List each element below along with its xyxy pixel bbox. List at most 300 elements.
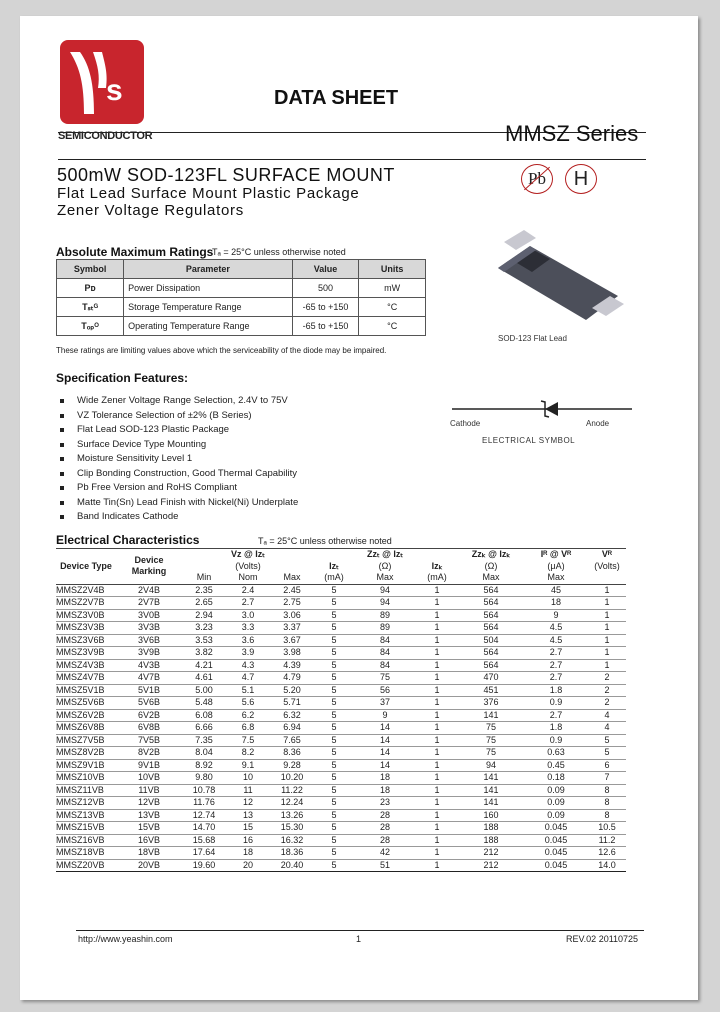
cell-vz-max: 3.98 [270,647,314,660]
cell-vr: 8 [588,797,626,810]
cell-device-type: MMSZ3V6B [56,634,116,647]
cell-device-marking: 3V3B [116,622,182,635]
product-title: 500mW SOD-123FL SURFACE MOUNT [57,165,395,185]
cell-vz-max: 12.24 [270,797,314,810]
table-row [56,609,626,622]
cell-vz-min: 8.04 [182,747,226,760]
cell-zzt-max: 84 [354,647,416,660]
cell-vz-nom: 8.2 [226,747,270,760]
cell-vz-nom: 2.7 [226,597,270,610]
cell-vr: 2 [588,697,626,710]
cell-izt: 5 [314,772,354,785]
cell-izk: 1 [416,584,458,597]
cell-device-type: MMSZ11VB [56,784,116,797]
cell-vz-nom: 3.6 [226,634,270,647]
table-row [56,659,626,672]
cell-device-marking: 9V1B [116,759,182,772]
cell-zzk-max: 75 [458,747,524,760]
cell-izk: 1 [416,722,458,735]
cell-izt: 5 [314,609,354,622]
cell-izt: 5 [314,847,354,860]
footer-url: http://www.yeashin.com [78,934,173,944]
cell-izt: 5 [314,697,354,710]
cell-device-marking: 6V2B [116,709,182,722]
cell-zzt-max: 28 [354,822,416,835]
features-title: Specification Features: [56,371,189,385]
cell-ir-max: 0.09 [524,809,588,822]
cell-device-type: MMSZ3V3B [56,622,116,635]
anode-label: Anode [586,419,610,428]
cell-vz-min: 8.92 [182,759,226,772]
amr-header-symbol: Symbol [57,260,124,279]
list-item: VZ Tolerance Selection of ±2% (B Series) [60,409,298,424]
amr-header-value: Value [292,260,359,279]
cell-device-type: MMSZ16VB [56,834,116,847]
cell-vr: 1 [588,647,626,660]
series-rule [58,159,646,160]
cell-izt: 5 [314,809,354,822]
cell-ir-max: 0.45 [524,759,588,772]
footer-revision: REV.02 20110725 [566,934,639,944]
cell-vz-nom: 18 [226,847,270,860]
cell-vz-nom: 2.4 [226,584,270,597]
cell-izt: 5 [314,859,354,872]
amr-condition: Tₐ = 25°C unless otherwise noted [212,247,346,257]
cell-ir-max: 0.09 [524,784,588,797]
cell-vz-max: 6.94 [270,722,314,735]
cell-izt: 5 [314,584,354,597]
header-vz-unit: (Volts) [235,560,261,571]
cell-ir-max: 0.9 [524,734,588,747]
header-ir-max: Max [547,572,565,583]
cell-izk: 1 [416,697,458,710]
cell-zzk-max: 376 [458,697,524,710]
cell-device-marking: 5V1B [116,684,182,697]
cell-vz-max: 2.45 [270,584,314,597]
footer-page-number: 1 [356,934,362,944]
cell-device-marking: 4V3B [116,659,182,672]
cell-zzt-max: 89 [354,609,416,622]
cell-ir-max: 0.9 [524,697,588,710]
amr-header-parameter: Parameter [124,260,293,279]
cell-ir-max: 45 [524,584,588,597]
cell-vz-min: 2.94 [182,609,226,622]
cell-zzk-max: 564 [458,659,524,672]
cell-vr: 7 [588,772,626,785]
cell-zzt-max: 89 [354,622,416,635]
header-zzk-max: Max [482,572,500,583]
cell-device-type: MMSZ7V5B [56,734,116,747]
cell-zzk-max: 94 [458,759,524,772]
header-min: Min [196,572,212,583]
product-subtitle: Flat Lead Surface Mount Plastic Package [57,185,360,202]
header-vr: Vᴿ [588,549,626,561]
cell-device-marking: 8V2B [116,747,182,760]
cell-vz-min: 4.61 [182,672,226,685]
cell-vz-nom: 7.5 [226,734,270,747]
cell-vz-nom: 13 [226,809,270,822]
cell-device-type: MMSZ13VB [56,809,116,822]
cell-vz-min: 7.35 [182,734,226,747]
header-zzt: Zᴢₜ @ Iᴢₜ [354,549,416,561]
cell-vz-nom: 3.3 [226,622,270,635]
cell-izk: 1 [416,647,458,660]
cell-izt: 5 [314,659,354,672]
cell-izt: 5 [314,734,354,747]
cell-zzk-max: 188 [458,822,524,835]
ec-condition: Tₐ = 25°C unless otherwise noted [258,536,392,546]
cell-zzt-max: 94 [354,584,416,597]
features-list [60,394,298,525]
cell-vr: 5 [588,734,626,747]
cell-izk: 1 [416,797,458,810]
cell-zzt-max: 9 [354,709,416,722]
cell-izk: 1 [416,784,458,797]
cell-vz-nom: 6.8 [226,722,270,735]
cell-zzt-max: 75 [354,672,416,685]
cell-device-marking: 11VB [116,784,182,797]
cell-device-marking: 18VB [116,847,182,860]
list-item: Wide Zener Voltage Range Selection, 2.4V to 75V [60,394,298,409]
amr-header-units: Units [359,260,426,279]
cell-vz-min: 6.66 [182,722,226,735]
header-device-marking: Device Marking [116,549,182,585]
cell-vz-min: 2.35 [182,584,226,597]
table-row [56,597,626,610]
cell-zzt-max: 28 [354,809,416,822]
cell-vz-nom: 16 [226,834,270,847]
cell-zzt-max: 14 [354,747,416,760]
cell-vr: 1 [588,622,626,635]
table-row [56,584,626,597]
cell-device-type: MMSZ5V1B [56,684,116,697]
company-logo [60,40,144,124]
cell-vz-nom: 20 [226,859,270,872]
cell-zzk-max: 564 [458,597,524,610]
header-zzt-unit: (Ω) [378,560,392,571]
cell-zzk-max: 160 [458,809,524,822]
cell-vr: 12.6 [588,847,626,860]
cell-zzk-max: 75 [458,722,524,735]
cell-device-type: MMSZ4V3B [56,659,116,672]
cell-ir-max: 0.18 [524,772,588,785]
cell-device-marking: 5V6B [116,697,182,710]
cell-device-marking: 13VB [116,809,182,822]
cell-zzt-max: 42 [354,847,416,860]
cell-vz-nom: 4.7 [226,672,270,685]
cell-ir-max: 18 [524,597,588,610]
header-nom: Nom [238,572,258,583]
cell-vr: 1 [588,659,626,672]
table-row [56,734,626,747]
series-name: MMSZ Series [505,121,639,146]
package-image [490,228,630,328]
cell-vz-min: 19.60 [182,859,226,872]
cell-device-marking: 20VB [116,859,182,872]
cell-vz-min: 9.80 [182,772,226,785]
cell-izk: 1 [416,834,458,847]
cell-vz-max: 8.36 [270,747,314,760]
header-vz: Vᴢ @ Iᴢₜ [182,549,314,561]
package-caption: SOD-123 Flat Lead [498,334,567,343]
cell-vz-min: 6.08 [182,709,226,722]
table-row [56,684,626,697]
cathode-label: Cathode [450,419,481,428]
cell-ir-max: 2.7 [524,709,588,722]
cell-zzk-max: 141 [458,709,524,722]
cell-vz-nom: 5.6 [226,697,270,710]
cell-izk: 1 [416,822,458,835]
cell-vz-nom: 11 [226,784,270,797]
cell-izk: 1 [416,859,458,872]
cell-izt: 5 [314,759,354,772]
cell-device-type: MMSZ10VB [56,772,116,785]
cell-izt: 5 [314,747,354,760]
cell-zzt-max: 14 [354,734,416,747]
table-row: Tₒₚᴼ Operating Temperature Range -65 to +150 °C [57,317,426,336]
cell-zzt-max: 37 [354,697,416,710]
table-row [56,647,626,660]
cell-vz-nom: 3.0 [226,609,270,622]
pb-free-icon: Pb [521,164,553,194]
cell-vz-min: 15.68 [182,834,226,847]
table-row: Tₛₜᴳ Storage Temperature Range -65 to +150 °C [57,298,426,317]
cell-device-marking: 6V8B [116,722,182,735]
cell-vr: 8 [588,784,626,797]
cell-device-marking: 15VB [116,822,182,835]
cell-vz-max: 5.71 [270,697,314,710]
electrical-table-body [56,584,626,872]
cell-ir-max: 0.045 [524,822,588,835]
svg-text:s: s [106,74,123,107]
product-subtitle-2: Zener Voltage Regulators [57,202,244,219]
cell-izk: 1 [416,709,458,722]
ys-logo-icon [60,40,144,124]
cell-vz-max: 4.79 [270,672,314,685]
cell-ir-max: 2.7 [524,647,588,660]
cell-izt: 5 [314,634,354,647]
cell-device-marking: 16VB [116,834,182,847]
cell-zzk-max: 75 [458,734,524,747]
header-izk-unit: (mA) [427,572,447,583]
cell-vz-min: 5.00 [182,684,226,697]
cell-vz-nom: 6.2 [226,709,270,722]
table-row [56,859,626,872]
cell-izk: 1 [416,659,458,672]
company-unit: SEMICONDUCTOR [58,130,153,142]
cell-zzk-max: 212 [458,847,524,860]
cell-izt: 5 [314,709,354,722]
cell-zzt-max: 56 [354,684,416,697]
cell-izk: 1 [416,759,458,772]
cell-device-marking: 4V7B [116,672,182,685]
cell-vz-max: 7.65 [270,734,314,747]
cell-device-marking: 3V9B [116,647,182,660]
cell-device-marking: 3V6B [116,634,182,647]
cell-vz-min: 4.21 [182,659,226,672]
cell-vz-max: 9.28 [270,759,314,772]
cell-zzt-max: 84 [354,659,416,672]
cell-device-type: MMSZ2V7B [56,597,116,610]
cell-vz-min: 17.64 [182,847,226,860]
cell-zzt-max: 51 [354,859,416,872]
cell-izk: 1 [416,622,458,635]
cell-zzk-max: 141 [458,772,524,785]
electrical-table [56,548,626,872]
cell-zzk-max: 141 [458,797,524,810]
cell-vr: 2 [588,684,626,697]
cell-vr: 4 [588,722,626,735]
cell-izk: 1 [416,847,458,860]
list-item: Pb Free Version and RoHS Compliant [60,481,298,496]
cell-izt: 5 [314,834,354,847]
cell-device-type: MMSZ9V1B [56,759,116,772]
cell-ir-max: 4.5 [524,634,588,647]
cell-vr: 4 [588,709,626,722]
cell-izt: 5 [314,684,354,697]
cell-vz-nom: 4.3 [226,659,270,672]
cell-zzt-max: 14 [354,722,416,735]
cell-vz-min: 11.76 [182,797,226,810]
cell-vz-min: 3.23 [182,622,226,635]
table-row [56,847,626,860]
cell-zzk-max: 141 [458,784,524,797]
symbol-caption: ELECTRICAL SYMBOL [482,436,576,445]
header-izk: Iᴢₖ [416,549,458,573]
cell-zzt-max: 23 [354,797,416,810]
cell-zzt-max: 28 [354,834,416,847]
cell-vz-max: 5.20 [270,684,314,697]
table-row [56,797,626,810]
cell-vz-max: 11.22 [270,784,314,797]
cell-device-marking: 7V5B [116,734,182,747]
list-item: Clip Bonding Construction, Good Thermal Capability [60,467,298,482]
cell-vz-nom: 15 [226,822,270,835]
cell-izt: 5 [314,597,354,610]
cell-ir-max: 0.09 [524,797,588,810]
cell-vz-min: 14.70 [182,822,226,835]
cell-ir-max: 1.8 [524,722,588,735]
cell-vr: 11.2 [588,834,626,847]
cell-vz-nom: 5.1 [226,684,270,697]
cell-vz-min: 12.74 [182,809,226,822]
cell-vz-min: 3.82 [182,647,226,660]
table-row [56,822,626,835]
cell-device-marking: 2V7B [116,597,182,610]
cell-vr: 1 [588,597,626,610]
cell-ir-max: 9 [524,609,588,622]
cell-vz-nom: 10 [226,772,270,785]
cell-zzk-max: 504 [458,634,524,647]
cell-izk: 1 [416,684,458,697]
cell-ir-max: 0.045 [524,859,588,872]
header-zzt-max: Max [376,572,394,583]
amr-title: Absolute Maximum Ratings [56,245,214,259]
cell-device-type: MMSZ3V9B [56,647,116,660]
cell-vz-nom: 3.9 [226,647,270,660]
cell-vr: 1 [588,634,626,647]
cell-vz-min: 3.53 [182,634,226,647]
ec-title: Electrical Characteristics [56,533,200,547]
cell-vz-max: 20.40 [270,859,314,872]
list-item: Band Indicates Cathode [60,510,298,525]
cell-vr: 14.0 [588,859,626,872]
amr-note: These ratings are limiting values above which the serviceability of the diode may be impaired. [56,346,387,355]
table-row: Pᴅ Power Dissipation 500 mW [57,279,426,298]
header-zzk-unit: (Ω) [484,560,498,571]
cell-ir-max: 4.5 [524,622,588,635]
table-row [56,784,626,797]
cell-device-marking: 12VB [116,797,182,810]
cell-izt: 5 [314,822,354,835]
table-row [56,759,626,772]
cell-device-type: MMSZ6V8B [56,722,116,735]
cell-izk: 1 [416,597,458,610]
cell-device-type: MMSZ6V2B [56,709,116,722]
cell-izt: 5 [314,647,354,660]
table-row [56,772,626,785]
cell-izt: 5 [314,672,354,685]
cell-device-type: MMSZ18VB [56,847,116,860]
cell-vz-nom: 9.1 [226,759,270,772]
cell-vr: 6 [588,759,626,772]
cell-vz-max: 3.06 [270,609,314,622]
cell-zzk-max: 212 [458,859,524,872]
header-device-type: Device Type [56,549,116,585]
header-izt: Iᴢₜ [314,549,354,573]
header-zzk: Zᴢₖ @ Iᴢₖ [458,549,524,561]
cell-izt: 5 [314,622,354,635]
cell-vz-max: 18.36 [270,847,314,860]
header-max: Max [283,572,301,583]
cell-zzk-max: 564 [458,584,524,597]
table-row [56,722,626,735]
cell-vz-min: 5.48 [182,697,226,710]
list-item: Surface Device Type Mounting [60,438,298,453]
table-row [56,709,626,722]
cell-vz-max: 16.32 [270,834,314,847]
cell-zzt-max: 18 [354,784,416,797]
cell-izt: 5 [314,722,354,735]
cell-zzt-max: 18 [354,772,416,785]
amr-table [56,259,426,336]
cell-ir-max: 0.63 [524,747,588,760]
header-ir: Iᴿ @ Vᴿ [524,549,588,561]
cell-device-marking: 3V0B [116,609,182,622]
cell-ir-max: 0.045 [524,847,588,860]
cell-zzk-max: 564 [458,622,524,635]
cell-vz-max: 13.26 [270,809,314,822]
header-ir-unit: (μA) [547,560,565,571]
cell-vz-max: 3.67 [270,634,314,647]
cell-zzt-max: 14 [354,759,416,772]
cell-device-type: MMSZ15VB [56,822,116,835]
cell-vr: 1 [588,609,626,622]
cell-izk: 1 [416,734,458,747]
cell-izk: 1 [416,609,458,622]
cell-device-type: MMSZ5V6B [56,697,116,710]
cell-device-marking: 2V4B [116,584,182,597]
cell-ir-max: 0.045 [524,834,588,847]
list-item: Flat Lead SOD-123 Plastic Package [60,423,298,438]
cell-device-type: MMSZ8V2B [56,747,116,760]
cell-izt: 5 [314,797,354,810]
cell-vr: 10.5 [588,822,626,835]
cell-device-marking: 10VB [116,772,182,785]
cell-zzk-max: 188 [458,834,524,847]
cell-device-type: MMSZ2V4B [56,584,116,597]
cell-vr: 2 [588,672,626,685]
